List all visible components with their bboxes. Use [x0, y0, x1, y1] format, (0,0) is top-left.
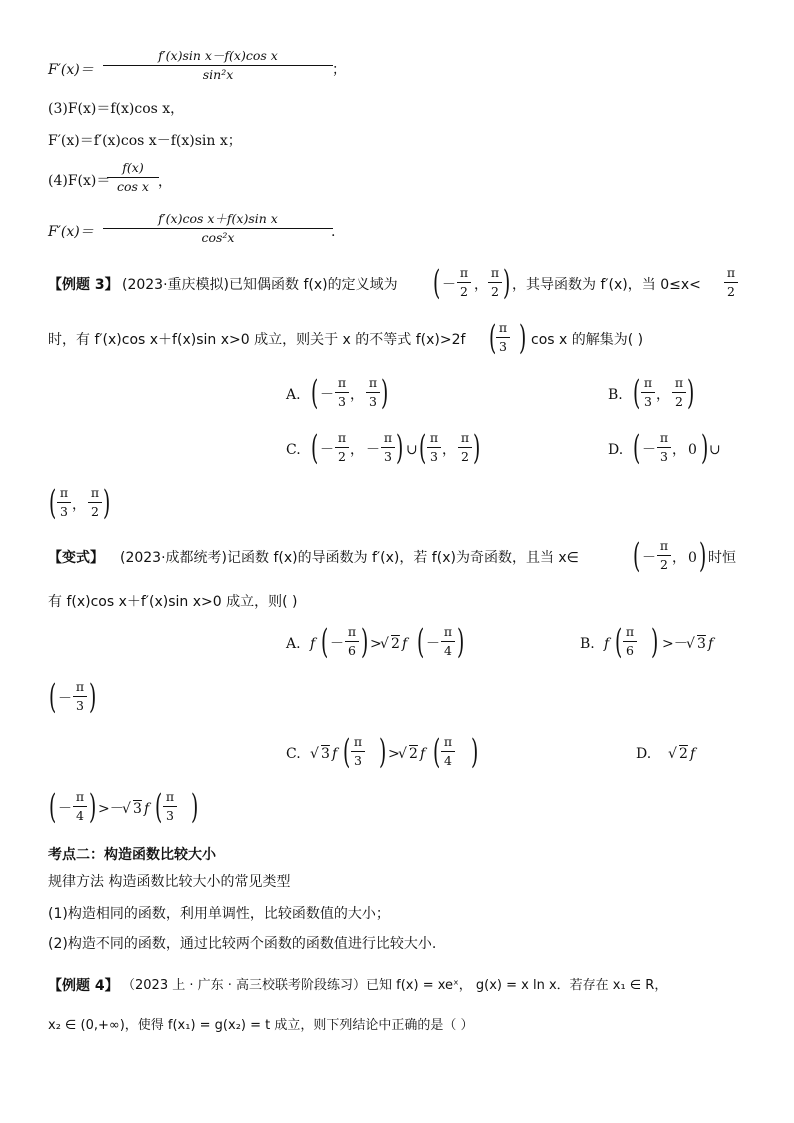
option-d-cup: ∪ [709, 442, 721, 458]
frac-four: 4 [76, 808, 84, 823]
frac-pi: π [659, 538, 669, 553]
variant-d-sqrt1: √ [668, 746, 677, 762]
example3-line1-a: (2023·重庆模拟)已知偶函数 f(x)的定义域为 [122, 277, 398, 293]
frac-six: 6 [626, 643, 634, 658]
paren: ) [650, 622, 659, 662]
option-c-comma1: ， [350, 442, 364, 458]
option-b-frac1 [641, 375, 655, 410]
option-c-cup: ∪ [406, 442, 418, 458]
option-c-comma2: ， [442, 442, 456, 458]
frac-three: 3 [76, 698, 84, 713]
paren: ) [698, 536, 707, 576]
frac-pi: π [625, 624, 635, 639]
option-a-label[interactable]: A. [286, 387, 301, 403]
frac-three: 3 [338, 394, 346, 409]
frac-two: 2 [461, 449, 469, 464]
paren: ( [48, 483, 57, 523]
formula-f2-numerator: f′(x)sin x－f(x)cos x [158, 48, 278, 63]
f-arg-right-paren: ) [518, 318, 527, 358]
variant-a-f2: f [402, 636, 408, 652]
formula-f2-denominator: sin²x [202, 67, 234, 82]
frac-pi: π [59, 485, 69, 500]
variant-b-neg: － [58, 691, 72, 707]
variant-option-d-label[interactable]: D. [636, 746, 652, 762]
formula-f2-end: ； [332, 62, 346, 78]
frac-two: 2 [727, 284, 735, 299]
option-c-frac3 [427, 430, 441, 465]
frac-pi: π [383, 430, 393, 445]
option-c-label[interactable]: C. [286, 442, 301, 458]
frac-three: 3 [384, 449, 392, 464]
formula-f4d-numerator: f′(x)cos x＋f(x)sin x [158, 211, 278, 226]
variant-c-frac1 [351, 734, 365, 769]
paren: ( [154, 787, 163, 827]
variant-option-a-label[interactable]: A. [286, 636, 301, 652]
variant-b-frac2 [73, 679, 87, 714]
formula-f4-end: ， [158, 174, 172, 190]
option-d-frac1 [657, 430, 671, 465]
option-d-frac2 [57, 485, 71, 520]
frac-two: 2 [338, 449, 346, 464]
frac-pi: π [643, 375, 653, 390]
variant-frac [657, 538, 671, 573]
variant-a-f1: f [310, 636, 316, 652]
variant-d-frac2 [163, 789, 177, 824]
variant-line1-b: 时恒 [708, 550, 736, 566]
example4-line1: （2023 上 · 广东 · 高三校联考阶段练习）已知 f(x) = xeˣ， g(x) = x ln x．若存在 x₁ ∈ R， [122, 978, 668, 993]
variant-comma: ， [672, 550, 686, 566]
method-item-2: (2)构造不同的函数，通过比较两个函数的函数值进行比较大小. [48, 936, 437, 952]
option-c-frac4 [458, 430, 472, 465]
frac-three: 3 [430, 449, 438, 464]
frac-three: 3 [369, 394, 377, 409]
frac-two: 2 [675, 394, 683, 409]
frac-pi: π [75, 789, 85, 804]
option-d-zero: 0 [688, 442, 697, 458]
option-c-neg1: － [320, 442, 334, 458]
variant-d-f1: f [690, 746, 696, 762]
frac-three: 3 [60, 504, 68, 519]
frac-pi: π [498, 320, 508, 335]
frac-three: 3 [644, 394, 652, 409]
frac-four: 4 [444, 753, 452, 768]
variant-d-f2: f [144, 801, 150, 817]
formula-f4-numerator: f(x) [122, 160, 144, 175]
option-d-comma2: ， [72, 497, 86, 513]
variant-line1-a: (2023·成都统考)记函数 f(x)的导函数为 f′(x)，若 f(x)为奇函数，且当 x∈ [120, 550, 579, 566]
paren: ( [432, 732, 441, 772]
frac-pi: π [490, 265, 500, 280]
frac-pi: π [90, 485, 100, 500]
frac-four: 4 [444, 643, 452, 658]
variant-b-gtneg: >－ [662, 636, 688, 652]
variant-b-radicand: 3 [697, 636, 706, 652]
paren: ) [88, 677, 97, 717]
frac-pi: π [443, 624, 453, 639]
paren: ) [102, 483, 111, 523]
frac-pi: π [337, 430, 347, 445]
paren: ( [342, 732, 351, 772]
paren: ) [456, 622, 465, 662]
frac-pi: π [726, 265, 736, 280]
frac-six: 6 [348, 643, 356, 658]
variant-neg: － [642, 550, 656, 566]
variant-c-f1: f [332, 746, 338, 762]
paren: ( [632, 428, 641, 468]
example3-line2-b: cos x 的解集为( ) [531, 332, 644, 348]
paren: ( [416, 622, 425, 662]
paren: ) [686, 373, 695, 413]
formula-f4-denominator: cos x [117, 179, 149, 194]
variant-d-frac1 [73, 789, 87, 824]
variant-a-gt: > [370, 636, 382, 652]
frac-pi: π [429, 430, 439, 445]
paren: ( [632, 536, 641, 576]
variant-b-sqrt: √ [686, 636, 695, 652]
f-arg-frac [496, 320, 510, 355]
option-a-frac1 [335, 375, 349, 410]
paren: ( [614, 622, 623, 662]
method-item-1: (1)构造相同的函数，利用单调性，比较函数值的大小； [48, 906, 390, 922]
formula-f3-label: (3)F(x)＝f(x)cos x， [48, 101, 185, 117]
formula-f3-derivative: F′(x)＝f′(x)cos x－f(x)sin x； [48, 133, 242, 149]
formula-f2-fraction [103, 48, 333, 83]
option-d-comma: ， [672, 442, 686, 458]
option-d-neg: － [642, 442, 656, 458]
variant-b-frac1 [623, 624, 637, 659]
domain-neg-sign: － [442, 277, 456, 293]
variant-line2: 有 f(x)cos x＋f′(x)sin x>0 成立，则( ) [48, 594, 298, 610]
formula-f4-fraction [107, 160, 159, 195]
frac-two: 2 [491, 284, 499, 299]
paren: ) [378, 732, 387, 772]
formula-f4d-denominator: cos²x [201, 230, 235, 245]
variant-d-gtneg: >－ [98, 801, 124, 817]
example3-line2-a: 时，有 f′(x)cos x＋f(x)sin x>0 成立，则关于 x 的不等式 f(x)>2f [48, 332, 466, 348]
frac-pi: π [459, 265, 469, 280]
section-title: 考点二：构造函数比较大小 [48, 847, 216, 863]
paren: ( [310, 373, 319, 413]
variant-d-sqrt2: √ [122, 801, 131, 817]
variant-a-neg2: － [426, 636, 440, 652]
paren: ( [48, 787, 57, 827]
paren: ) [470, 732, 479, 772]
variant-a-frac1 [345, 624, 359, 659]
variant-d-radicand1: 2 [679, 746, 688, 762]
method-heading: 规律方法 构造函数比较大小的常见类型 [48, 874, 291, 890]
paren: ) [190, 787, 199, 827]
option-d-label[interactable]: D. [608, 442, 624, 458]
frac-two: 2 [460, 284, 468, 299]
paren: ) [395, 428, 404, 468]
option-d-frac3 [88, 485, 102, 520]
variant-a-frac2 [441, 624, 455, 659]
variant-tag: 【变式】 [48, 550, 104, 566]
frac-three: 3 [499, 339, 507, 354]
paren: ) [380, 373, 389, 413]
option-a-comma: ， [350, 387, 364, 403]
variant-c-frac2 [441, 734, 455, 769]
domain-left-frac [457, 265, 471, 300]
domain-right-frac [488, 265, 502, 300]
paren: ( [310, 428, 319, 468]
variant-option-b-label[interactable]: B. [580, 636, 595, 652]
frac-pi: π [165, 789, 175, 804]
frac-pi: π [674, 375, 684, 390]
paren: ) [360, 622, 369, 662]
variant-a-radicand: 2 [391, 636, 400, 652]
domain-left-paren: ( [432, 263, 441, 303]
formula-f4d-lhs: F′(x)＝ [48, 224, 94, 240]
frac-pi: π [659, 430, 669, 445]
frac-two: 2 [91, 504, 99, 519]
frac-three: 3 [166, 808, 174, 823]
variant-a-sqrt: √ [380, 636, 389, 652]
option-a-frac2 [366, 375, 380, 410]
frac-pi: π [337, 375, 347, 390]
frac-pi: π [353, 734, 363, 749]
variant-a-neg1: － [330, 636, 344, 652]
example4-line2: x₂ ∈ (0,+∞)，使得 f(x₁) = g(x₂) = t 成立，则下列结论中正确的是（ ） [48, 1018, 474, 1033]
example4-tag: 【例题 4】 [48, 978, 119, 994]
option-b-label[interactable]: B. [608, 387, 623, 403]
formula-f4d-end: . [331, 224, 336, 240]
paren: ( [418, 428, 427, 468]
formula-f4d-fraction [103, 211, 336, 246]
variant-c-radicand2: 2 [409, 746, 418, 762]
frac-three: 3 [660, 449, 668, 464]
option-c-frac2 [381, 430, 395, 465]
variant-d-neg: － [58, 801, 72, 817]
domain-comma: ， [474, 277, 488, 293]
frac-pi: π [75, 679, 85, 694]
example3-tag: 【例题 3】 [48, 277, 119, 293]
paren: ( [48, 677, 57, 717]
variant-zero: 0 [688, 550, 697, 566]
variant-c-gt: > [388, 746, 400, 762]
variant-b-f1: f [604, 636, 610, 652]
option-c-frac1 [335, 430, 349, 465]
domain-right-paren: ) [502, 263, 511, 303]
bound-frac [724, 265, 738, 300]
paren: ) [472, 428, 481, 468]
example3-line1-b: ，其导函数为 f′(x)，当 0≤x< [512, 277, 701, 293]
variant-d-radicand2: 3 [133, 801, 142, 817]
variant-c-f2: f [420, 746, 426, 762]
variant-c-radicand1: 3 [321, 746, 330, 762]
option-a-neg: － [320, 387, 334, 403]
variant-c-sqrt2: √ [398, 746, 407, 762]
paren: ( [632, 373, 641, 413]
frac-three: 3 [354, 753, 362, 768]
formula-f4-lhs: (4)F(x)＝ [48, 173, 111, 189]
option-c-neg2: － [366, 442, 380, 458]
option-b-frac2 [672, 375, 686, 410]
frac-pi: π [443, 734, 453, 749]
frac-two: 2 [660, 557, 668, 572]
frac-pi: π [460, 430, 470, 445]
option-b-comma: ， [656, 387, 670, 403]
paren: ) [700, 428, 709, 468]
formula-f2-lhs: F′(x)＝ [48, 62, 94, 78]
f-arg-left-paren: ( [488, 318, 497, 358]
frac-pi: π [368, 375, 378, 390]
variant-b-f2: f [708, 636, 714, 652]
variant-option-c-label[interactable]: C. [286, 746, 301, 762]
frac-pi: π [347, 624, 357, 639]
paren: ( [320, 622, 329, 662]
variant-c-sqrt1: √ [310, 746, 319, 762]
paren: ) [88, 787, 97, 827]
